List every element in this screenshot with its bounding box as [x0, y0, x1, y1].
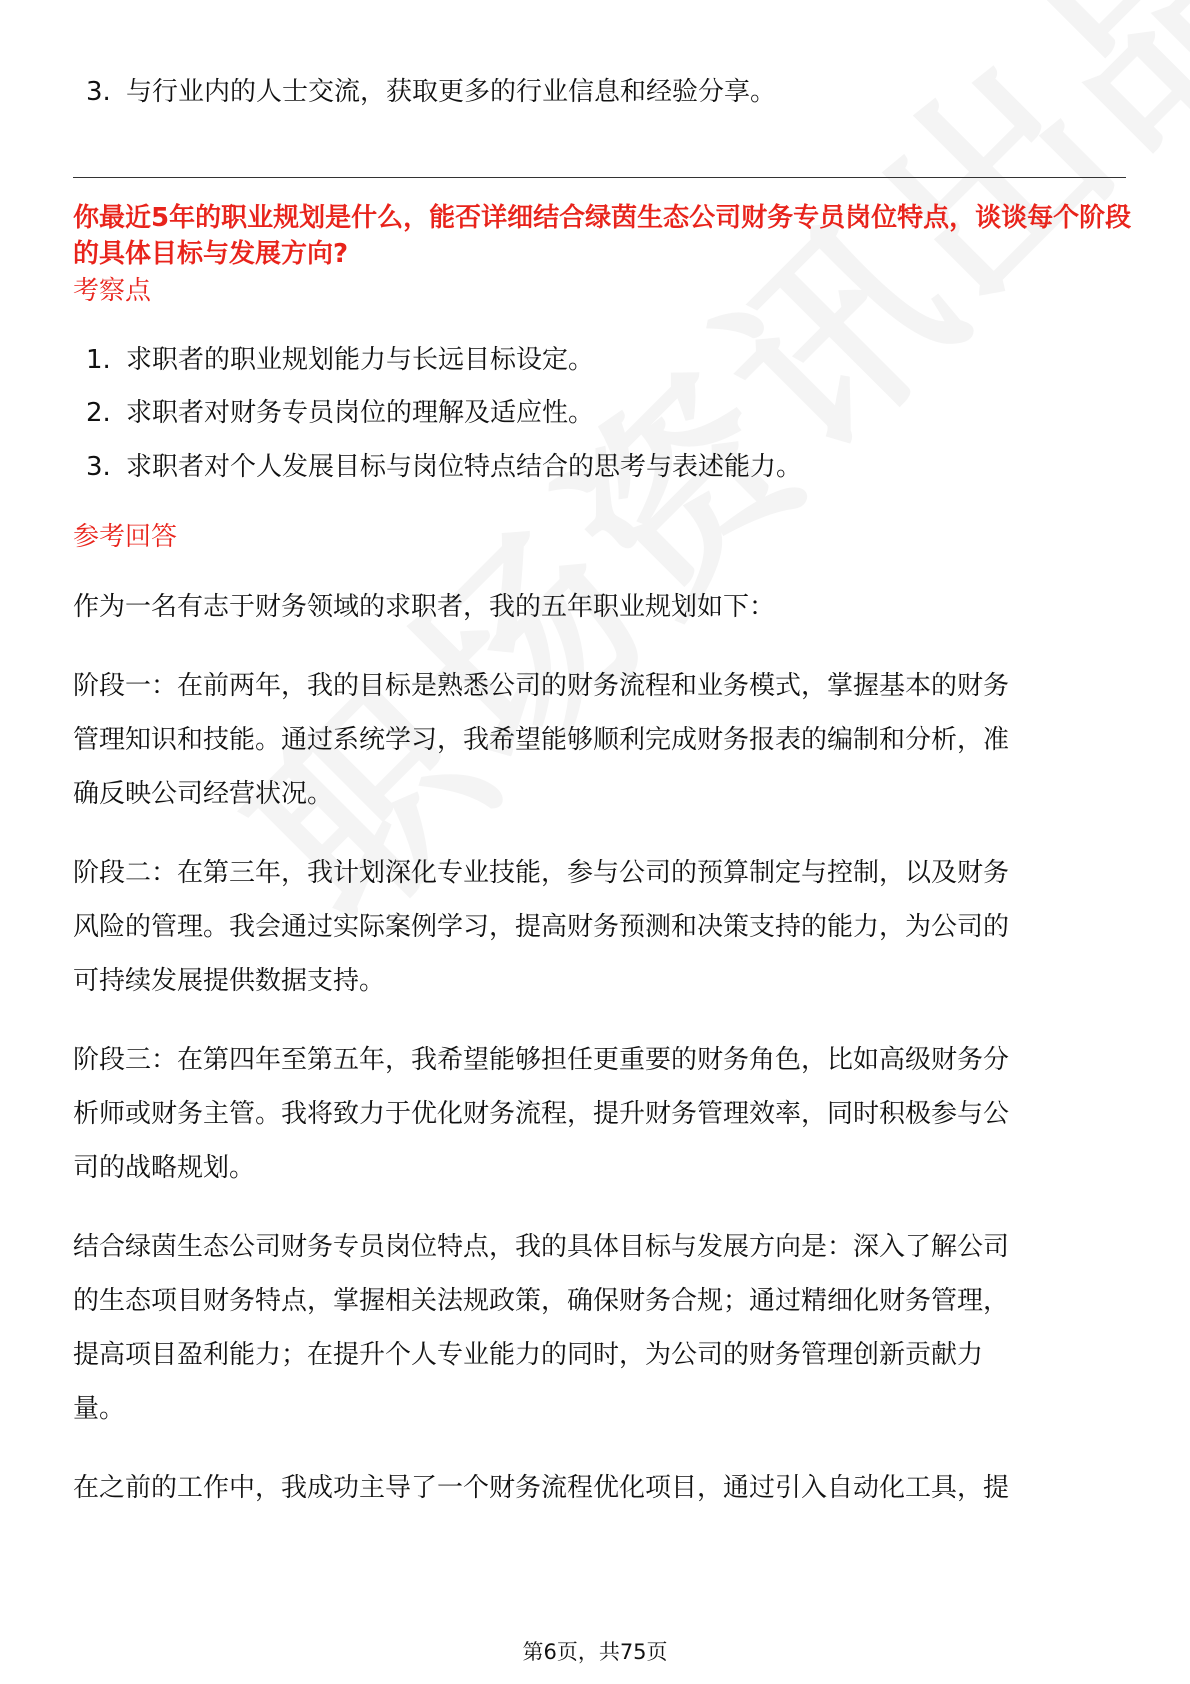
question-heading: 你最近5年的职业规划是什么，能否详细结合绿茵生态公司财务专员岗位特点，谈谈每个阶段的具体目标与发展方向? — [73, 203, 1132, 269]
combine-line-2: 的生态项目财务特点，掌握相关法规政策，确保财务合规；通过精细化财务管理， — [73, 1286, 1010, 1316]
section-divider — [73, 177, 1126, 178]
combine-line-3: 提高项目盈利能力；在提升个人专业能力的同时，为公司的财务管理创新贡献力 — [73, 1340, 984, 1370]
list-item-text: 与行业内的人士交流，获取更多的行业信息和经验分享。 — [126, 77, 777, 107]
watermark — [180, 53, 1101, 974]
answer-heading: 参考回答 — [73, 522, 178, 552]
examine-item-1 — [86, 345, 594, 375]
list-item-number: 1. — [86, 345, 111, 375]
list-item-text: 求职者对个人发展目标与岗位特点结合的思考与表述能力。 — [126, 452, 803, 482]
page-number-footer: 第6页，共75页 — [522, 1640, 668, 1664]
stage2-line-1: 阶段二：在第三年，我计划深化专业技能，参与公司的预算制定与控制，以及财务 — [73, 858, 1010, 888]
answer-intro: 作为一名有志于财务领域的求职者，我的五年职业规划如下： — [73, 592, 776, 622]
stage2-line-3: 可持续发展提供数据支持。 — [73, 966, 386, 996]
stage1-line-2: 管理知识和技能。通过系统学习，我希望能够顺利完成财务报表的编制和分析，准 — [73, 725, 1010, 755]
combine-line-4: 量。 — [73, 1394, 126, 1424]
previous-work-line-1: 在之前的工作中，我成功主导了一个财务流程优化项目，通过引入自动化工具，提 — [73, 1473, 1010, 1503]
list-item-top — [86, 77, 776, 107]
examine-item-2 — [86, 398, 594, 428]
stage2-line-2: 风险的管理。我会通过实际案例学习，提高财务预测和决策支持的能力，为公司的 — [73, 912, 1010, 942]
list-item-number: 2. — [86, 398, 111, 428]
examine-item-3 — [86, 452, 802, 482]
stage3-line-3: 司的战略规划。 — [73, 1153, 256, 1183]
list-item-number: 3. — [86, 452, 111, 482]
stage3-line-1: 阶段三：在第四年至第五年，我希望能够担任更重要的财务角色，比如高级财务分 — [73, 1045, 1010, 1075]
stage1-line-3: 确反映公司经营状况。 — [73, 779, 334, 809]
examine-heading: 考察点 — [73, 276, 152, 306]
list-item-text: 求职者的职业规划能力与长远目标设定。 — [126, 345, 595, 375]
stage1-line-1: 阶段一：在前两年，我的目标是熟悉公司的财务流程和业务模式，掌握基本的财务 — [73, 671, 1010, 701]
combine-line-1: 结合绿茵生态公司财务专员岗位特点，我的具体目标与发展方向是：深入了解公司 — [73, 1232, 1010, 1262]
stage3-line-2: 析师或财务主管。我将致力于优化财务流程，提升财务管理效率，同时积极参与公 — [73, 1099, 1010, 1129]
list-item-number: 3. — [86, 77, 111, 107]
list-item-text: 求职者对财务专员岗位的理解及适应性。 — [126, 398, 595, 428]
